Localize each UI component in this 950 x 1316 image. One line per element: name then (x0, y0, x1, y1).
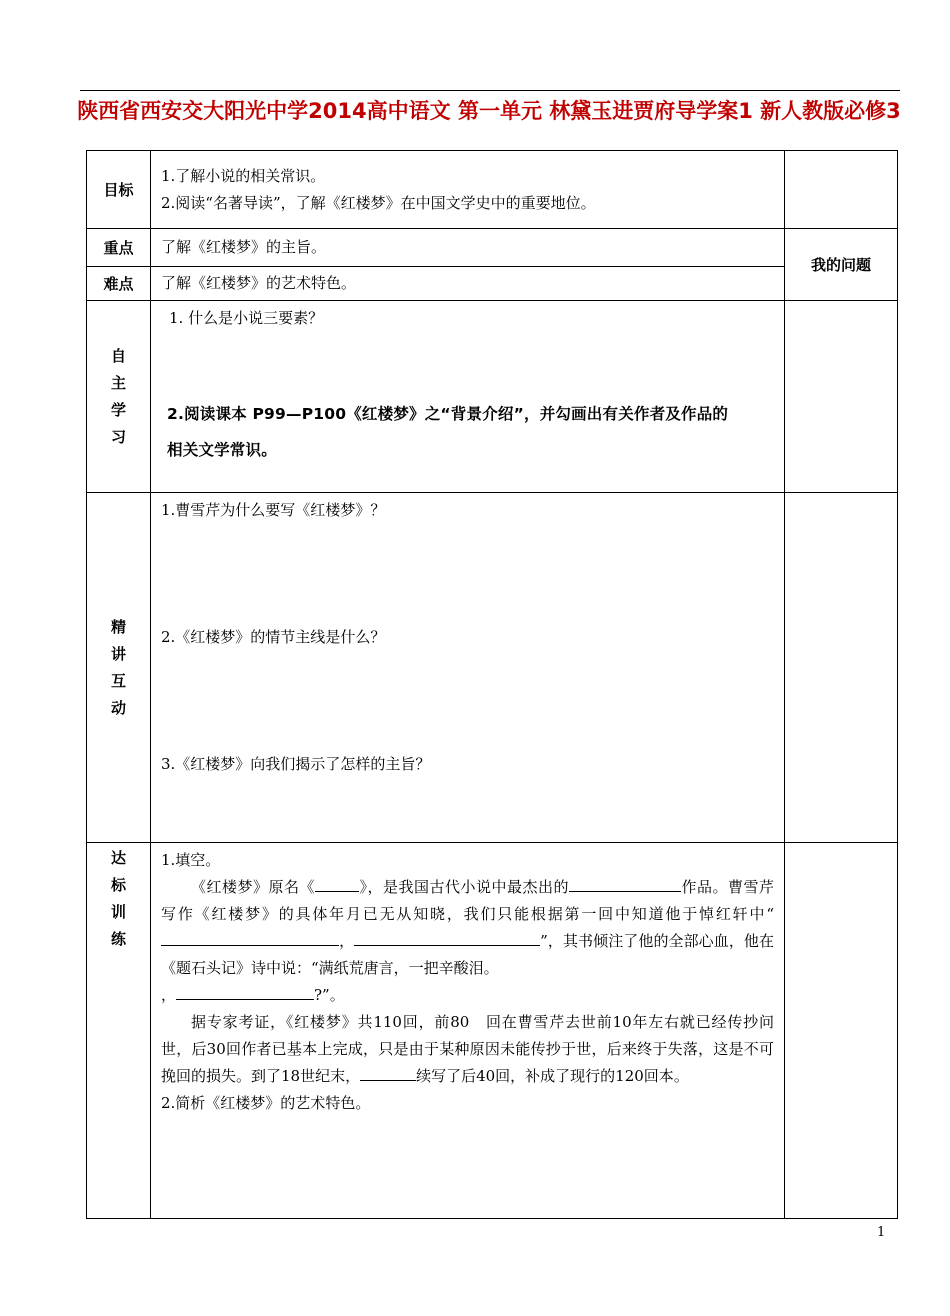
practice-paragraph-2: 据专家考证，《红楼梦》共110回，前80 回在曹雪芹去世前10年左右就已经传抄问世，后30回作者已基本上完成，只是由于某种原因未能传抄于世，后来终于失落，这是不可挽回的损失。到了18世纪末， 续写了后40回，补成了现行的120回本。 (161, 1013, 774, 1085)
page-number: 1 (877, 1225, 886, 1240)
key-label: 重点 (87, 229, 151, 267)
goal-content (151, 151, 785, 229)
row-self-study (87, 301, 898, 493)
row-difficulty (87, 267, 898, 301)
goal-line-1: 1.了解小说的相关常识。 (161, 167, 326, 185)
key-content: 了解《红楼梦》的主旨。 (151, 229, 785, 267)
interactive-char-2: 讲 (110, 644, 126, 663)
blank-continuer[interactable] (360, 1066, 416, 1081)
goal-line-2: 2.阅读“名著导读”，了解《红楼梦》在中国文学史中的重要地位。 (161, 194, 596, 212)
practice-char-4: 练 (110, 930, 126, 948)
blank-original-name[interactable] (315, 877, 359, 892)
row-goal (87, 151, 898, 229)
my-questions-label: 我的问题 (785, 229, 898, 301)
self-study-char-3: 学 (110, 400, 126, 419)
practice-paragraph-1: 《红楼梦》原名《 》，是我国古代小说中最杰出的 作品。曹雪芹写作《红楼梦》的具体年月已无从知晓，我们只能根据第一回中知道他于悼红轩中“， ”，其书倾注了他的全部心血，他在《题石头记》诗中说：“满纸荒唐言，一把辛酸泪。 ， ?”。 (161, 878, 774, 1004)
self-study-char-2: 主 (110, 373, 126, 392)
blank-quote-2[interactable] (354, 931, 540, 946)
self-study-question-2 (161, 396, 774, 468)
self-study-question-2-line-1: 2.阅读课本 P99—P100《红楼梦》之“背景介绍”，并勾画出有关作者及作品的 (167, 405, 729, 423)
goal-my-question (785, 151, 898, 229)
difficulty-content: 了解《红楼梦》的艺术特色。 (151, 267, 785, 301)
practice-char-3: 训 (110, 903, 126, 921)
row-key (87, 229, 898, 267)
interactive-question-3: 3.《红楼梦》向我们揭示了怎样的主旨？ (161, 755, 431, 773)
header-rule (80, 90, 900, 91)
interactive-question-1: 1.曹雪芹为什么要写《红楼梦》？ (161, 501, 386, 519)
interactive-question-2: 2.《红楼梦》的情节主线是什么？ (161, 628, 386, 646)
practice-label (87, 843, 151, 1219)
practice-content (151, 843, 785, 1219)
self-study-question-1: 1. 什么是小说三要素？ (169, 309, 324, 327)
self-study-char-1: 自 (110, 346, 126, 365)
self-study-content (151, 301, 785, 493)
self-study-question-2-line-2: 相关文学常识。 (167, 441, 277, 459)
blank-poem-line[interactable] (176, 985, 314, 1000)
row-interactive (87, 493, 898, 843)
interactive-my-question (785, 493, 898, 843)
self-study-label (87, 301, 151, 493)
self-study-my-question (785, 301, 898, 493)
interactive-label (87, 493, 151, 843)
row-practice (87, 843, 898, 1219)
practice-char-2: 标 (110, 876, 126, 894)
practice-char-1: 达 (110, 849, 126, 867)
practice-question-2: 2.简析《红楼梦》的艺术特色。 (161, 1094, 371, 1112)
practice-my-question (785, 843, 898, 1219)
difficulty-label: 难点 (87, 267, 151, 301)
practice-fill-title: 1.填空。 (161, 851, 221, 869)
self-study-char-4: 习 (110, 427, 126, 446)
interactive-content (151, 493, 785, 843)
interactive-char-1: 精 (110, 617, 126, 636)
blank-quote-1[interactable] (161, 931, 339, 946)
goal-label: 目标 (87, 151, 151, 229)
page-title: 陕西省西安交大阳光中学2014高中语文 第一单元 林黛玉进贾府导学案1 新人教版必修3 (77, 99, 901, 123)
interactive-char-3: 互 (110, 671, 126, 690)
blank-genre[interactable] (569, 877, 681, 892)
interactive-char-4: 动 (110, 698, 126, 717)
study-plan-table (86, 150, 898, 1219)
